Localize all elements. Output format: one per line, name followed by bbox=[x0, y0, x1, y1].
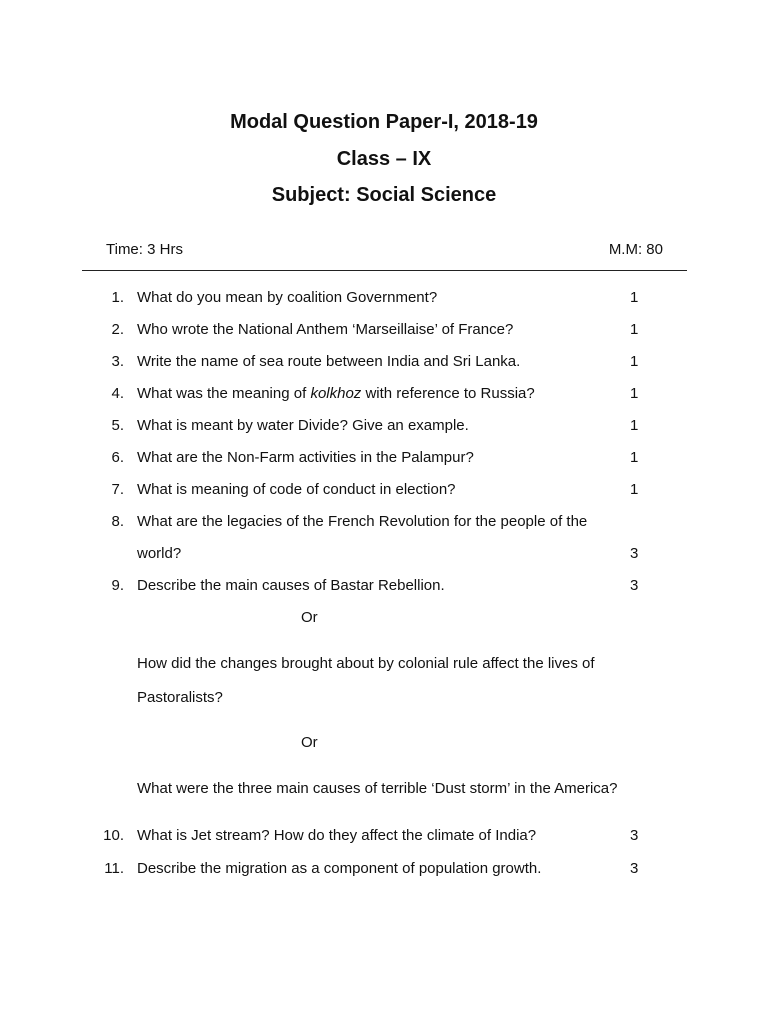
question-11 bbox=[0, 859, 768, 879]
question-text: Write the name of sea route between India and Sri Lanka. bbox=[137, 353, 521, 370]
question-8 bbox=[0, 512, 768, 532]
question-marks: 1 bbox=[630, 385, 639, 402]
question-marks: 3 bbox=[630, 545, 639, 562]
question-6 bbox=[0, 448, 768, 468]
question-text bbox=[137, 384, 535, 404]
question-marks: 1 bbox=[630, 289, 639, 306]
question-text: What are the Non-Farm activities in the Palampur? bbox=[137, 449, 474, 466]
question-text-continued: world? bbox=[137, 545, 182, 562]
divider bbox=[82, 270, 687, 271]
alternative-question-text: How did the changes brought about by colonial rule affect the lives of bbox=[137, 655, 595, 672]
question-text: What are the legacies of the French Revolution for the people of the bbox=[137, 513, 588, 530]
max-marks-label: M.M: 80 bbox=[608, 241, 663, 258]
question-marks: 3 bbox=[630, 577, 639, 594]
class-heading: Class – IX bbox=[336, 148, 432, 170]
question-number: 6. bbox=[111, 449, 124, 466]
question-marks: 1 bbox=[630, 481, 639, 498]
question-text-italic: kolkhoz bbox=[310, 385, 362, 402]
question-2 bbox=[0, 320, 768, 340]
question-text: Describe the migration as a component of population growth. bbox=[137, 860, 542, 877]
question-number: 4. bbox=[111, 385, 124, 402]
question-marks: 3 bbox=[630, 860, 639, 877]
question-number: 5. bbox=[111, 417, 124, 434]
or-separator: Or bbox=[301, 734, 318, 751]
question-4 bbox=[0, 384, 768, 404]
question-marks: 3 bbox=[630, 827, 639, 844]
question-1 bbox=[0, 288, 768, 308]
question-5 bbox=[0, 416, 768, 436]
question-9 bbox=[0, 576, 768, 596]
subject-heading: Subject: Social Science bbox=[271, 184, 497, 206]
exam-meta bbox=[106, 240, 663, 260]
question-number: 2. bbox=[111, 321, 124, 338]
question-text-before: What was the meaning of bbox=[137, 385, 311, 402]
question-text-after: with reference to Russia? bbox=[361, 385, 535, 402]
alternative-question-text: What were the three main causes of terrible ‘Dust storm’ in the America? bbox=[137, 780, 618, 797]
question-marks: 1 bbox=[630, 353, 639, 370]
question-7 bbox=[0, 480, 768, 500]
question-3 bbox=[0, 352, 768, 372]
question-number: 1. bbox=[111, 289, 124, 306]
question-number: 10. bbox=[103, 827, 124, 844]
question-text: What is Jet stream? How do they affect the climate of India? bbox=[137, 827, 537, 844]
question-marks: 1 bbox=[630, 449, 639, 466]
question-number: 9. bbox=[111, 577, 124, 594]
question-text: What do you mean by coalition Government? bbox=[137, 289, 438, 306]
question-number: 3. bbox=[111, 353, 124, 370]
question-10 bbox=[0, 826, 768, 846]
question-number: 8. bbox=[111, 513, 124, 530]
time-label: Time: 3 Hrs bbox=[106, 241, 183, 258]
question-marks: 1 bbox=[630, 417, 639, 434]
question-number: 11. bbox=[104, 860, 124, 877]
paper-title: Modal Question Paper-I, 2018-19 bbox=[230, 111, 538, 133]
question-marks: 1 bbox=[630, 321, 639, 338]
question-text: What is meaning of code of conduct in election? bbox=[137, 481, 456, 498]
question-number: 7. bbox=[111, 481, 124, 498]
or-separator: Or bbox=[301, 609, 318, 626]
question-text: What is meant by water Divide? Give an example. bbox=[137, 417, 469, 434]
question-8-continued bbox=[0, 544, 768, 564]
question-text: Who wrote the National Anthem ‘Marseillaise’ of France? bbox=[137, 321, 514, 338]
question-text: Describe the main causes of Bastar Rebellion. bbox=[137, 577, 445, 594]
alternative-question-text-continued: Pastoralists? bbox=[137, 689, 223, 706]
